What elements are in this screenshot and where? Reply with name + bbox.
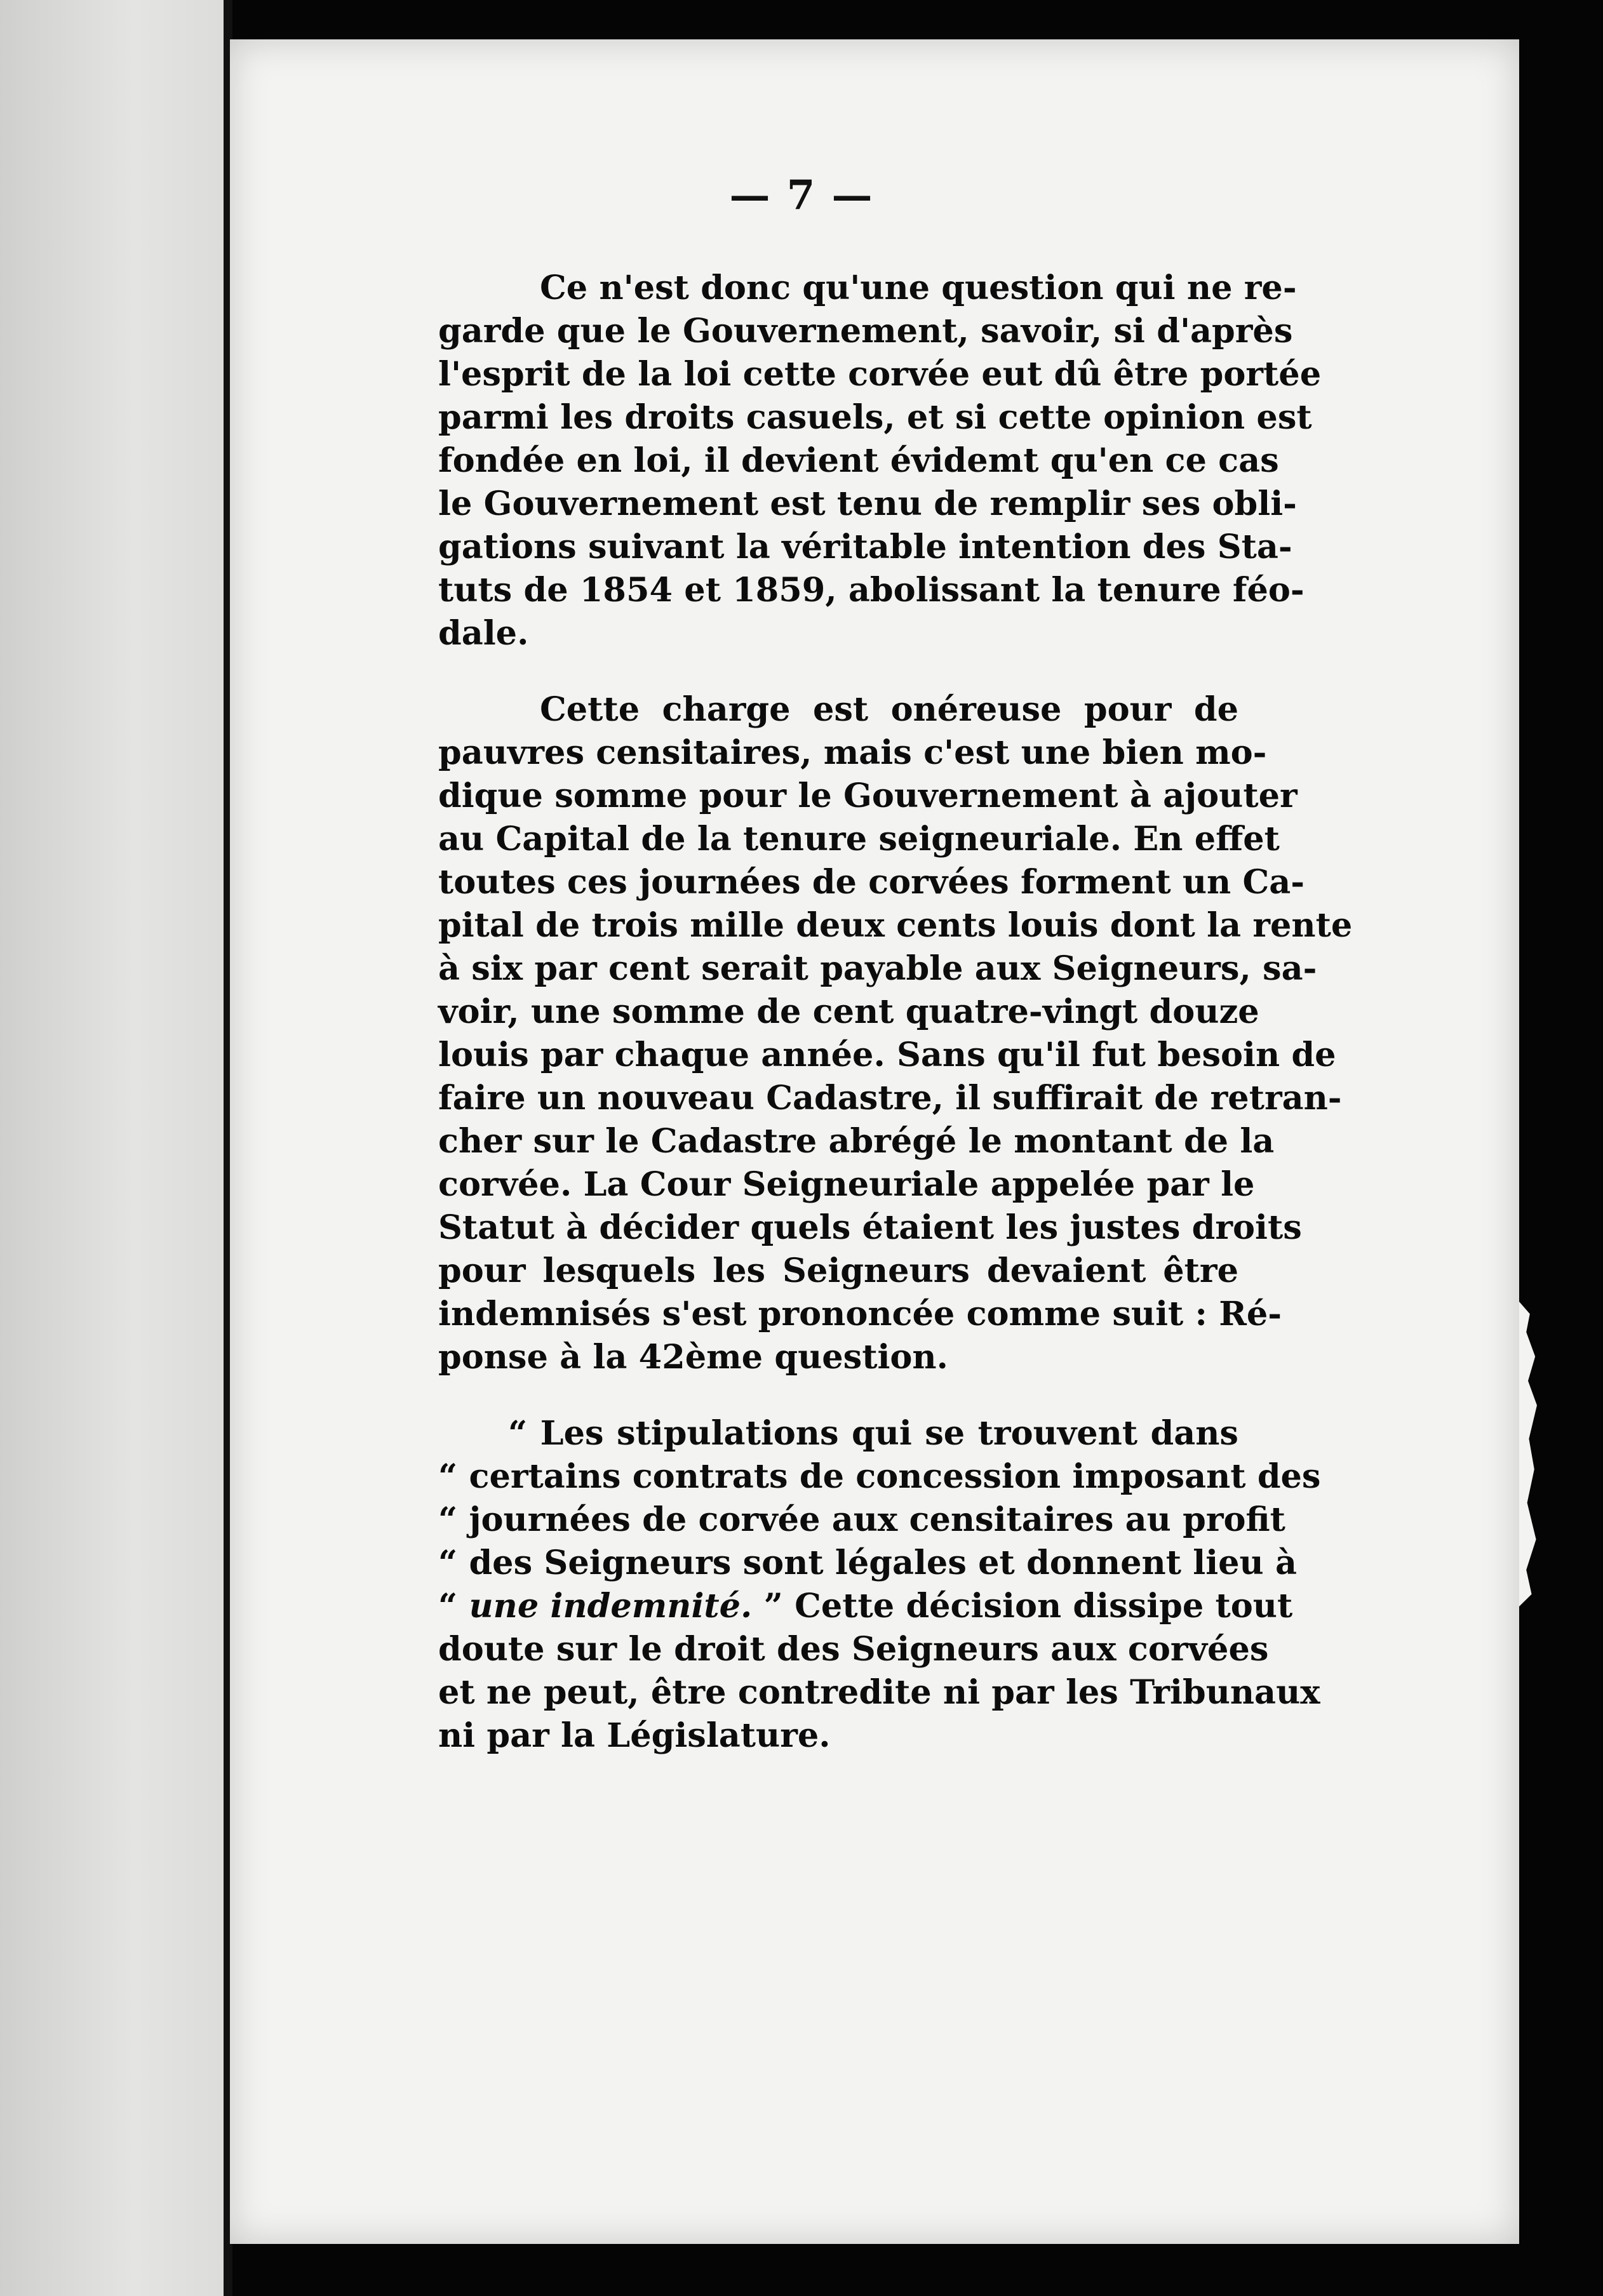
text-line: “ certains contrats de concession imposant des xyxy=(438,1457,1321,1496)
body-text xyxy=(438,267,1353,1758)
text-line: Ce n'est donc qu'une question qui ne re- xyxy=(540,269,1297,307)
text-line: Statut à décider quels étaient les justes droits xyxy=(438,1208,1302,1247)
text-line: “ des Seigneurs sont légales et donnent lieu à xyxy=(438,1544,1298,1582)
text-line: Cette charge est onéreuse pour de xyxy=(540,690,1238,729)
text-line: ponse à la 42ème question. xyxy=(438,1338,948,1377)
text-line: voir, une somme de cent quatre-vingt douze xyxy=(438,992,1259,1031)
paragraph-2 xyxy=(438,688,1353,1379)
text-line: gations suivant la véritable intention des Sta- xyxy=(438,528,1292,566)
italic-phrase: une indemnité. xyxy=(469,1587,753,1625)
text-line: au Capital de la tenure seigneuriale. En effet xyxy=(438,820,1280,858)
text-line: dique somme pour le Gouvernement à ajouter xyxy=(438,777,1298,815)
paragraph-gap xyxy=(438,655,1238,688)
text-line: doute sur le droit des Seigneurs aux corvées xyxy=(438,1630,1269,1669)
text-fragment: ” Cette décision dissipe tout xyxy=(752,1587,1293,1625)
text-line: à six par cent serait payable aux Seigneurs, sa- xyxy=(438,949,1317,988)
text-line: tuts de 1854 et 1859, abolissant la tenure féo- xyxy=(438,571,1305,610)
text-line: l'esprit de la loi cette corvée eut dû être portée xyxy=(438,355,1322,394)
paragraph-gap xyxy=(438,1379,1238,1412)
text-line: “ Les stipulations qui se trouvent dans xyxy=(508,1414,1238,1453)
text-line: faire un nouveau Cadastre, il suffirait de retran- xyxy=(438,1079,1342,1118)
facing-page-edge xyxy=(0,0,224,2296)
text-line: dale. xyxy=(438,614,529,653)
text-line: garde que le Gouvernement, savoir, si d'après xyxy=(438,312,1293,350)
text-line: indemnisés s'est prononcée comme suit : Ré- xyxy=(438,1295,1282,1333)
text-line: et ne peut, être contredite ni par les Tribunaux xyxy=(438,1673,1320,1712)
text-line: corvée. La Cour Seigneuriale appelée par le xyxy=(438,1165,1255,1204)
text-line: pital de trois mille deux cents louis dont la rente xyxy=(438,906,1353,945)
text-line: pour lesquels les Seigneurs devaient être xyxy=(438,1251,1238,1290)
quote-mark: “ xyxy=(438,1587,469,1625)
paragraph-1 xyxy=(438,267,1322,655)
text-line: ni par la Législature. xyxy=(438,1716,831,1755)
text-line: louis par chaque année. Sans qu'il fut besoin de xyxy=(438,1036,1336,1074)
text-line: pauvres censitaires, mais c'est une bien mo- xyxy=(438,733,1267,772)
text-line: “ journées de corvée aux censitaires au profit xyxy=(438,1500,1285,1539)
paragraph-3 xyxy=(438,1412,1321,1758)
text-line-with-italic xyxy=(438,1585,1293,1628)
text-line: cher sur le Cadastre abrégé le montant de la xyxy=(438,1122,1275,1161)
text-line: le Gouvernement est tenu de remplir ses obli- xyxy=(438,484,1297,523)
text-line: fondée en loi, il devient évidemt qu'en ce cas xyxy=(438,441,1279,480)
text-line: toutes ces journées de corvées forment un Ca- xyxy=(438,863,1305,902)
text-line: parmi les droits casuels, et si cette opinion est xyxy=(438,398,1312,437)
page-number: — 7 — xyxy=(729,171,874,219)
